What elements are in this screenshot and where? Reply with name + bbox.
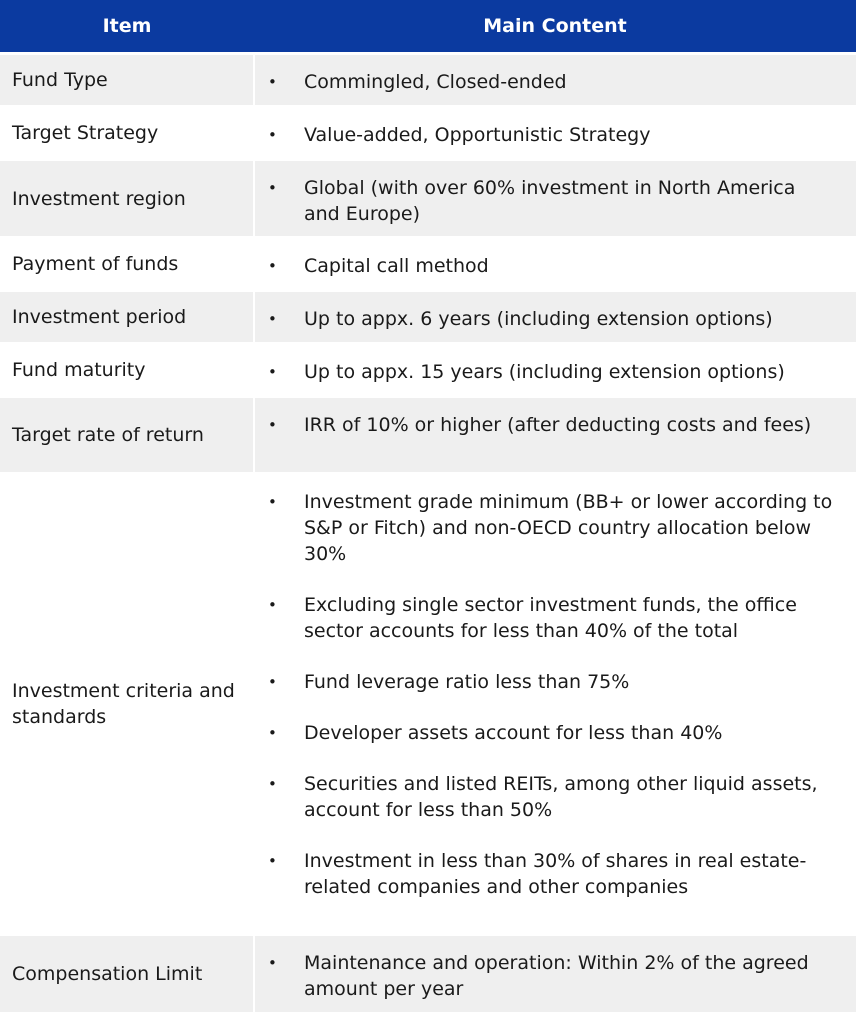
row-content <box>255 108 856 158</box>
bullet-icon: • <box>268 257 277 275</box>
list-item <box>255 412 836 438</box>
row-item-payment-of-funds: Payment of funds <box>0 239 253 289</box>
row-item-investment-period: Investment period <box>0 292 253 342</box>
bullet-text: Maintenance and operation: Within 2% of the agreed amount per year <box>304 952 809 1000</box>
bullet-text: Fund leverage ratio less than 75% <box>304 671 630 693</box>
bullet-icon: • <box>268 775 277 793</box>
bullet-text: Global (with over 60% investment in North America and Europe) <box>304 177 796 225</box>
bullet-text: Up to appx. 15 years (including extension options) <box>304 361 785 383</box>
bullet-icon: • <box>268 673 277 691</box>
table-row <box>0 161 856 236</box>
table-header <box>0 0 856 52</box>
table-row <box>0 936 856 1012</box>
table-row <box>0 239 856 289</box>
bullet-icon: • <box>268 954 277 972</box>
row-content <box>255 475 856 933</box>
list-item <box>255 592 836 644</box>
table-row <box>0 292 856 342</box>
bullet-icon: • <box>268 179 277 197</box>
row-content <box>255 345 856 395</box>
list-item <box>255 175 836 227</box>
table-row <box>0 108 856 158</box>
list-item <box>255 253 836 279</box>
bullet-icon: • <box>268 493 277 511</box>
table-row <box>0 345 856 395</box>
bullet-icon: • <box>268 852 277 870</box>
header-item: Item <box>102 15 152 37</box>
bullet-icon: • <box>268 363 277 381</box>
bullet-text: Investment in less than 30% of shares in real estate-related companies and other companies <box>304 850 807 898</box>
row-item-investment-region: Investment region <box>0 161 253 236</box>
bullet-text: IRR of 10% or higher (after deducting costs and fees) <box>304 414 812 436</box>
row-item-fund-type: Fund Type <box>0 55 253 105</box>
row-content <box>255 239 856 289</box>
table-row <box>0 398 856 472</box>
bullet-text: Value-added, Opportunistic Strategy <box>304 124 651 146</box>
list-item <box>255 771 836 823</box>
list-item <box>255 669 836 695</box>
row-content <box>255 55 856 105</box>
list-item <box>255 848 836 900</box>
list-item <box>255 720 836 746</box>
bullet-text: Up to appx. 6 years (including extension options) <box>304 308 773 330</box>
list-item <box>255 489 836 567</box>
bullet-text: Commingled, Closed-ended <box>304 71 567 93</box>
bullet-icon: • <box>268 416 277 434</box>
row-item-fund-maturity: Fund maturity <box>0 345 253 395</box>
bullet-text: Excluding single sector investment funds, the office sector accounts for less than 40% of the total <box>304 594 797 642</box>
bullet-icon: • <box>268 724 277 742</box>
row-item-compensation-limit: Compensation Limit <box>0 936 253 1012</box>
list-item <box>255 950 836 1002</box>
row-content <box>255 936 856 1012</box>
list-item <box>255 122 836 148</box>
bullet-icon: • <box>268 596 277 614</box>
row-content <box>255 292 856 342</box>
row-item-investment-criteria: Investment criteria and standards <box>0 475 253 933</box>
table-row <box>0 55 856 105</box>
row-item-target-rate-of-return: Target rate of return <box>0 398 253 472</box>
bullet-icon: • <box>268 126 277 144</box>
list-item <box>255 359 836 385</box>
header-main-content: Main Content <box>483 15 627 37</box>
row-content <box>255 161 856 236</box>
row-item-target-strategy: Target Strategy <box>0 108 253 158</box>
table-row <box>0 475 856 933</box>
bullet-text: Developer assets account for less than 40% <box>304 722 723 744</box>
bullet-text: Investment grade minimum (BB+ or lower according to S&P or Fitch) and non-OECD country allocation below 30% <box>304 491 833 565</box>
bullet-icon: • <box>268 310 277 328</box>
bullet-text: Capital call method <box>304 255 489 277</box>
list-item <box>255 306 836 332</box>
bullet-icon: • <box>268 73 277 91</box>
bullet-text: Securities and listed REITs, among other liquid assets, account for less than 50% <box>304 773 818 821</box>
row-content <box>255 398 856 472</box>
list-item <box>255 69 836 95</box>
